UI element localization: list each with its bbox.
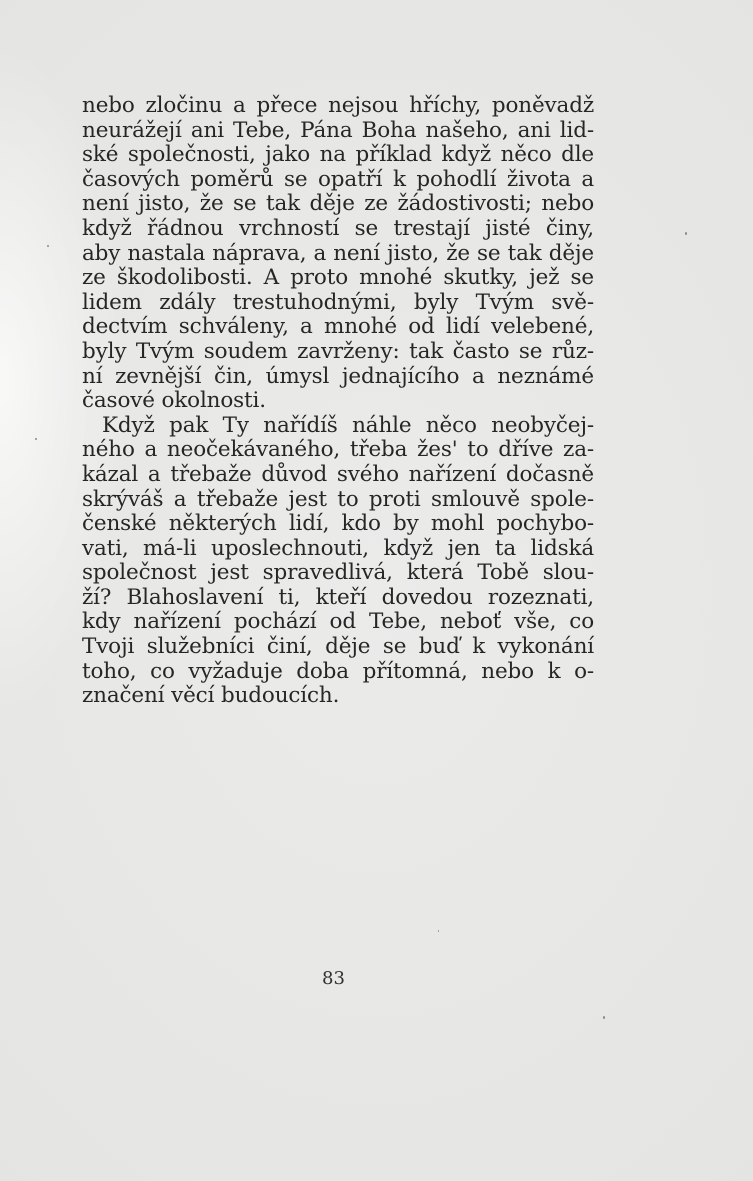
text-line: časové okolnosti. xyxy=(82,388,266,414)
paper-speck xyxy=(47,245,49,247)
text-line: není jisto, že se tak děje ze žádostivosti; nebo xyxy=(82,191,594,217)
text-line: ného a neočekávaného, třeba žes' to dříve za- xyxy=(82,437,594,463)
text-line: společnost jest spravedlivá, která Tobě slou- xyxy=(82,560,594,586)
paper-speck xyxy=(438,930,439,932)
text-line: toho, co vyžaduje doba přítomná, nebo k o- xyxy=(82,658,594,684)
text-line: vati, má-li uposlechnouti, když jen ta lidská xyxy=(82,535,594,561)
paragraph-2 xyxy=(82,414,594,709)
text-line: neurážejí ani Tebe, Pána Boha našeho, ani lid- xyxy=(82,117,594,143)
text-line: kázal a třebaže důvod svého nařízení dočasně xyxy=(82,461,594,487)
text-line: skrýváš a třebaže jest to proti smlouvě spole- xyxy=(82,486,594,512)
text-line: byly Tvým soudem zavrženy: tak často se růz- xyxy=(82,338,594,364)
body-text xyxy=(82,94,594,709)
text-line: značení věcí budoucích. xyxy=(82,683,340,709)
text-line: časových poměrů se opatří k pohodlí života a xyxy=(82,166,594,192)
paper-speck xyxy=(35,438,37,440)
paper-speck xyxy=(685,232,687,235)
text-line: nebo zločinu a přece nejsou hříchy, poněvadž xyxy=(82,93,594,118)
text-line: aby nastala náprava, a není jisto, že se tak děje xyxy=(82,240,594,266)
text-line: kdy nařízení pochází od Tebe, neboť vše, co xyxy=(82,609,594,635)
text-line: když řádnou vrchností se trestají jisté činy, xyxy=(82,215,594,241)
paragraph-1 xyxy=(82,94,594,414)
text-line: ní zevnější čin, úmysl jednajícího a neznámé xyxy=(82,363,594,389)
text-line: ze škodolibosti. A proto mnohé skutky, jež se xyxy=(82,265,594,291)
text-line: ží? Blahoslavení ti, kteří dovedou rozeznati, xyxy=(82,584,594,610)
text-line: Když pak Ty nařídíš náhle něco neobyčej- xyxy=(102,412,594,438)
text-line: čenské některých lidí, kdo by mohl pochybo- xyxy=(82,511,594,537)
text-line: dectvím schváleny, a mnohé od lidí velebené, xyxy=(82,314,594,340)
text-line: lidem zdály trestuhodnými, byly Tvým svě- xyxy=(82,289,594,315)
text-line: Tvoji služebníci činí, děje se buď k vykonání xyxy=(82,634,594,660)
page-number: 83 xyxy=(322,968,345,989)
paper-speck xyxy=(603,1016,605,1019)
text-line: ské společnosti, jako na příklad když něco dle xyxy=(82,142,594,168)
